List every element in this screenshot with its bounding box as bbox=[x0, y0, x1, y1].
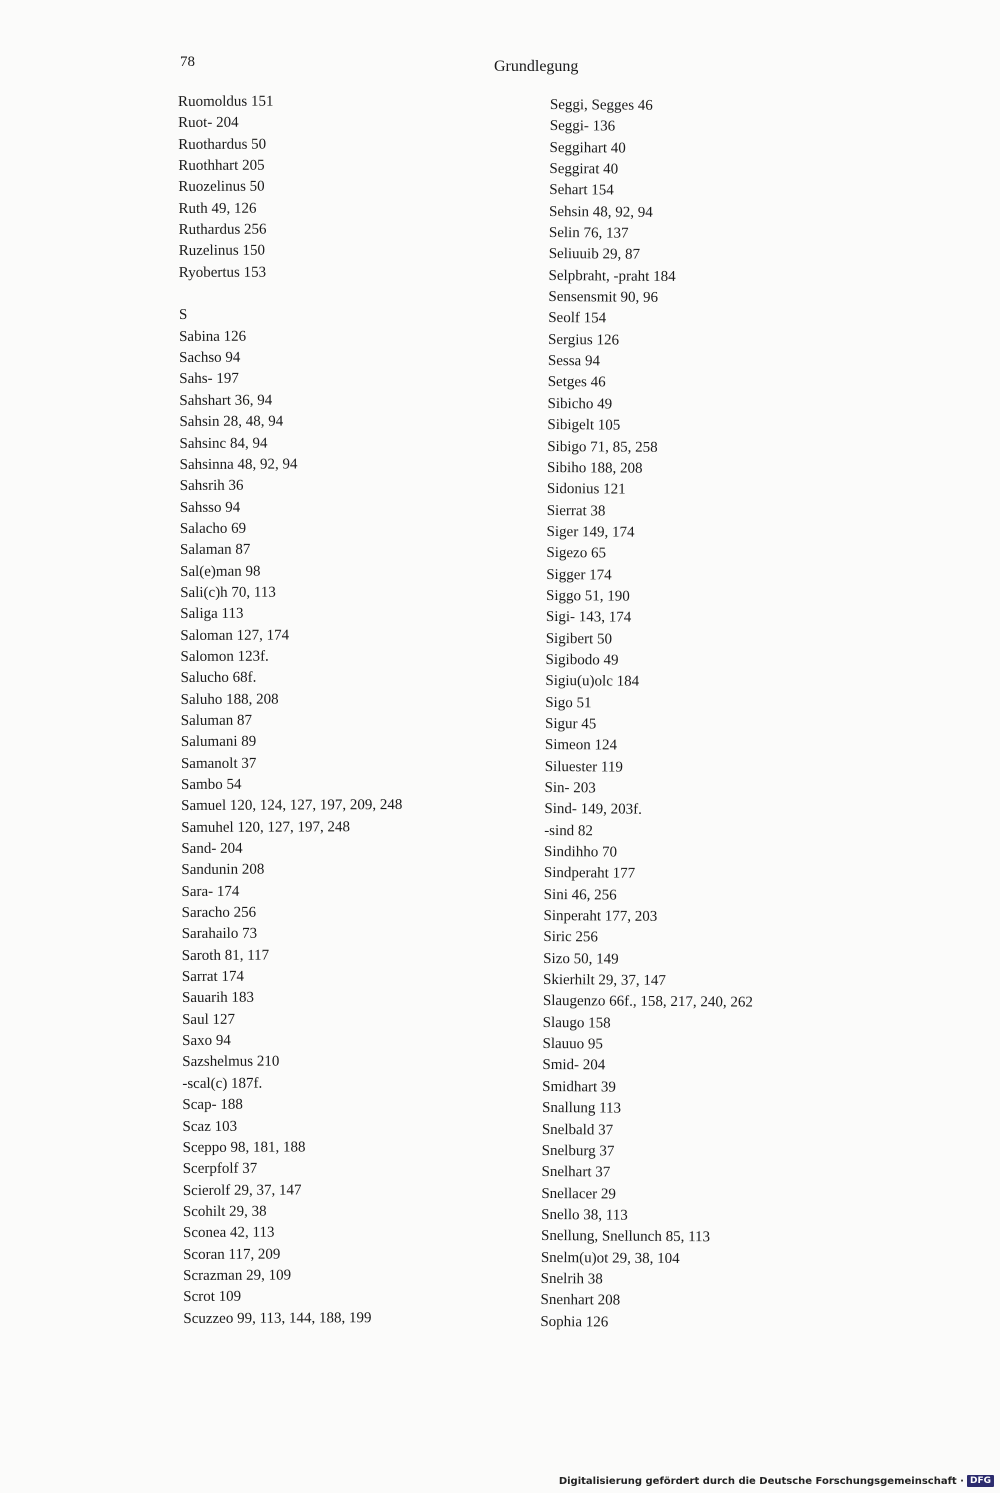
index-entry: Sindperaht 177 bbox=[543, 865, 636, 883]
index-entry: Sehsin 48, 92, 94 bbox=[549, 203, 653, 221]
index-entry: Sahsso 94 bbox=[179, 499, 241, 516]
index-entry: Sahsinna 48, 92, 94 bbox=[179, 456, 298, 473]
index-entry: Sigibodo 49 bbox=[545, 651, 619, 669]
index-entry: Snallung 113 bbox=[541, 1100, 622, 1117]
index-entry: Ruomoldus 151 bbox=[178, 93, 274, 110]
index-entry: Sibicho 49 bbox=[547, 395, 613, 413]
index-entry: Sehart 154 bbox=[549, 182, 614, 199]
index-entry: Sigur 45 bbox=[544, 715, 597, 733]
index-entry: Sibiho 188, 208 bbox=[547, 459, 643, 477]
index-entry: Sin- 203 bbox=[544, 779, 596, 797]
index-entry: Snelbald 37 bbox=[541, 1121, 614, 1139]
index-entry: Skierhilt 29, 37, 147 bbox=[542, 972, 667, 990]
index-entry: Sinperaht 177, 203 bbox=[543, 908, 658, 925]
index-entry: Siger 149, 174 bbox=[546, 523, 635, 541]
index-entry: Sachso 94 bbox=[179, 349, 241, 367]
index-entry: Seliuuib 29, 87 bbox=[548, 246, 641, 264]
index-entry: Sigibert 50 bbox=[545, 630, 613, 648]
index-entry: Slaugenzo 66f., 158, 217, 240, 262 bbox=[542, 993, 753, 1012]
index-entry: Sidonius 121 bbox=[546, 481, 626, 498]
index-entry: Scap- 188 bbox=[182, 1096, 243, 1114]
index-entry: Ruozelinus 50 bbox=[178, 178, 265, 196]
footer-credit bbox=[559, 1475, 994, 1487]
index-entry: Setges 46 bbox=[547, 374, 606, 391]
index-entry: Samuel 120, 124, 127, 197, 209, 248 bbox=[181, 797, 403, 815]
index-entry: -scal(c) 187f. bbox=[182, 1075, 263, 1092]
index-entry: Selin 76, 137 bbox=[548, 225, 629, 242]
index-entry: Siggo 51, 190 bbox=[546, 587, 630, 605]
index-entry: Ruothhart 205 bbox=[178, 157, 265, 175]
index-entry: -sind 82 bbox=[544, 822, 594, 840]
index-entry: Sind- 149, 203f. bbox=[544, 801, 642, 819]
index-entry: Sara- 174 bbox=[181, 883, 240, 900]
index-entry: Saxo 94 bbox=[182, 1032, 231, 1050]
index-entry: Seggi- 136 bbox=[549, 118, 616, 135]
index-entry: Slauuo 95 bbox=[542, 1036, 604, 1053]
index-entry: Sabina 126 bbox=[179, 328, 247, 345]
index-entry: Sierrat 38 bbox=[546, 502, 606, 519]
index-entry: Seggihart 40 bbox=[549, 139, 626, 157]
index-entry: Saluman 87 bbox=[180, 712, 253, 729]
index-entry: Snelm(u)ot 29, 38, 104 bbox=[540, 1249, 680, 1267]
index-entry: Sibigo 71, 85, 258 bbox=[547, 438, 658, 456]
index-entry: Smid- 204 bbox=[542, 1057, 606, 1074]
index-entry: Sal(e)man 98 bbox=[180, 563, 261, 580]
index-entry: Snellung, Snellunch 85, 113 bbox=[540, 1228, 711, 1246]
index-entry: Saul 127 bbox=[182, 1011, 236, 1028]
index-entry: Snenhart 208 bbox=[540, 1292, 621, 1309]
dfg-logo: DFG bbox=[967, 1475, 994, 1487]
index-entry: Ruothardus 50 bbox=[178, 136, 267, 153]
index-entry: Sigi- 143, 174 bbox=[545, 609, 632, 626]
index-entry: Sandunin 208 bbox=[181, 862, 265, 879]
index-entry: Scuzzeo 99, 113, 144, 188, 199 bbox=[183, 1309, 372, 1327]
index-entry: Scoran 117, 209 bbox=[183, 1246, 281, 1263]
index-entry: Ruot- 204 bbox=[178, 115, 239, 132]
index-entry: Scierolf 29, 37, 147 bbox=[182, 1182, 302, 1199]
index-entry: Sibigelt 105 bbox=[547, 417, 621, 434]
index-entry: Samuhel 120, 127, 197, 248 bbox=[181, 818, 350, 836]
index-entry: Snelrih 38 bbox=[540, 1270, 603, 1288]
index-entry: Saliga 113 bbox=[180, 605, 244, 623]
index-entry: Sali(c)h 70, 113 bbox=[180, 584, 276, 601]
index-entry: Sergius 126 bbox=[548, 331, 620, 349]
index-entry: Sensensmit 90, 96 bbox=[548, 289, 659, 306]
index-entry: Salumani 89 bbox=[180, 733, 257, 751]
index-entry: Scaz 103 bbox=[182, 1118, 238, 1135]
index-entry: Siric 256 bbox=[543, 929, 599, 946]
index-entry: Snelburg 37 bbox=[541, 1142, 615, 1160]
index-entry: Scrazman 29, 109 bbox=[183, 1267, 292, 1284]
index-entry: Sigezo 65 bbox=[546, 545, 607, 562]
index-column-right bbox=[540, 95, 760, 1335]
index-entry: Sarahailo 73 bbox=[181, 926, 258, 943]
index-entry: Saloman 127, 174 bbox=[180, 627, 290, 644]
index-entry: Ryobertus 153 bbox=[178, 264, 267, 281]
index-entry: Snelhart 37 bbox=[541, 1164, 611, 1181]
index-entry: S bbox=[178, 307, 188, 324]
index-entry: Sini 46, 256 bbox=[543, 886, 617, 904]
index-entry: Ruth 49, 126 bbox=[178, 200, 257, 217]
index-entry: Saluho 188, 208 bbox=[180, 691, 279, 708]
index-entry: Salomon 123f. bbox=[180, 648, 269, 665]
index-entry: Sizo 50, 149 bbox=[543, 950, 619, 968]
index-entry: Sahsinc 84, 94 bbox=[179, 435, 268, 452]
index-entry: Saroth 81, 117 bbox=[181, 947, 270, 964]
index-entry: Sahsrih 36 bbox=[179, 477, 244, 495]
index-entry: Sahs- 197 bbox=[179, 371, 239, 388]
index-entry: Salucho 68f. bbox=[180, 669, 257, 687]
index-column-left bbox=[178, 91, 405, 1330]
index-entry: Sindihho 70 bbox=[543, 844, 618, 861]
index-entry: Sconea 42, 113 bbox=[182, 1224, 275, 1242]
index-entry: Saracho 256 bbox=[181, 904, 257, 922]
index-entry: Ruthardus 256 bbox=[178, 221, 267, 239]
footer-text: Digitalisierung gefördert durch die Deutsche Forschungsgemeinschaft · bbox=[558, 1475, 964, 1487]
index-entry: Sarrat 174 bbox=[181, 968, 244, 986]
index-entry: Sessa 94 bbox=[547, 353, 601, 370]
index-entry: Sigiu(u)olc 184 bbox=[545, 673, 640, 690]
index-entry: Siluester 119 bbox=[544, 758, 623, 776]
index-entry: Sand- 204 bbox=[181, 840, 243, 858]
index-entry: Sauarih 183 bbox=[181, 990, 255, 1007]
index-entry: Sceppo 98, 181, 188 bbox=[182, 1139, 306, 1156]
index-entry: Smidhart 39 bbox=[542, 1078, 617, 1096]
index-entry: Snello 38, 113 bbox=[541, 1206, 628, 1224]
running-head: Grundlegung bbox=[494, 58, 579, 75]
index-entry: Salaman 87 bbox=[179, 541, 251, 559]
index-entry: Simeon 124 bbox=[544, 737, 618, 754]
index-entry: Sigger 174 bbox=[546, 566, 612, 584]
index-entry: Sahshart 36, 94 bbox=[179, 392, 273, 409]
index-entry bbox=[179, 283, 400, 305]
index-entry: Ruzelinus 150 bbox=[178, 243, 265, 260]
index-entry: Salacho 69 bbox=[179, 520, 247, 537]
page-number: 78 bbox=[180, 54, 195, 70]
index-entry: Seggi, Segges 46 bbox=[549, 96, 653, 114]
index-entry: Seggirat 40 bbox=[549, 161, 619, 178]
index-entry: Sigo 51 bbox=[545, 694, 592, 711]
index-entry: Sazshelmus 210 bbox=[182, 1054, 280, 1071]
index-entry: Slaugo 158 bbox=[542, 1014, 611, 1032]
index-entry: Scrot 109 bbox=[183, 1288, 242, 1306]
index-entry: Seolf 154 bbox=[548, 310, 607, 327]
index-entry: Samanolt 37 bbox=[180, 755, 257, 772]
index-entry: Scerpfolf 37 bbox=[182, 1160, 258, 1178]
index-entry: Sahsin 28, 48, 94 bbox=[179, 413, 284, 431]
index-entry: Selpbraht, -praht 184 bbox=[548, 267, 676, 285]
index-entry: Sophia 126 bbox=[540, 1313, 609, 1331]
index-entry: Sambo 54 bbox=[180, 776, 242, 793]
index-entry: Snellacer 29 bbox=[541, 1185, 616, 1203]
index-entry: Scohilt 29, 38 bbox=[182, 1203, 267, 1220]
